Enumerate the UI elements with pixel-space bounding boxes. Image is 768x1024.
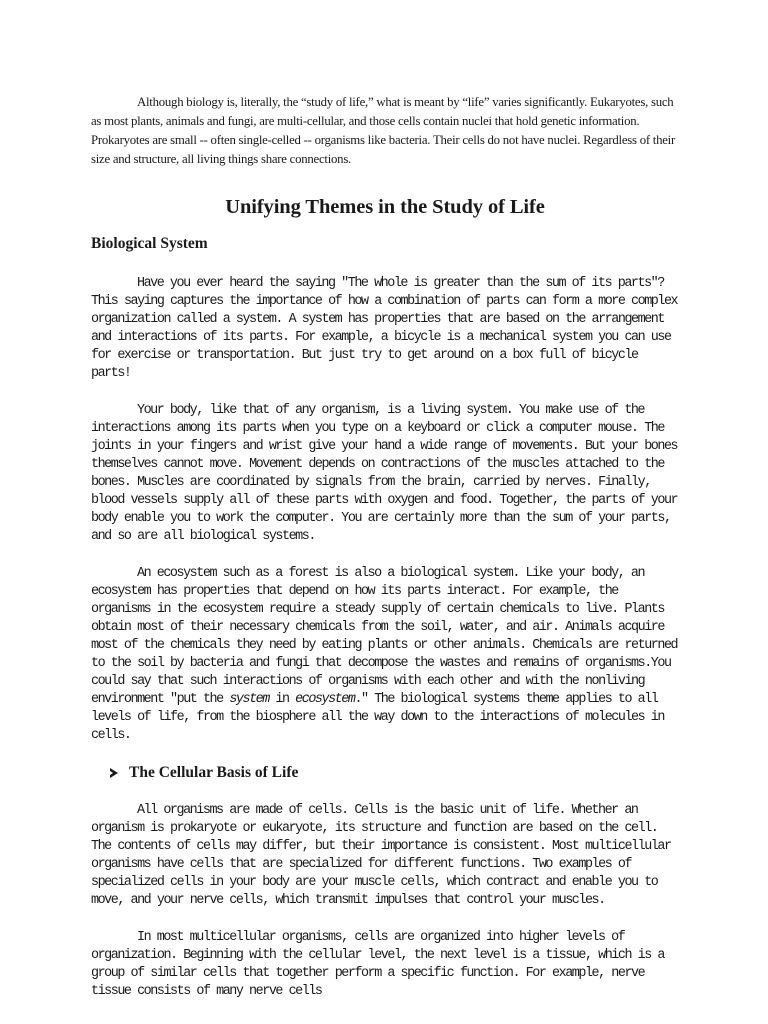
section-heading-label: The Cellular Basis of Life — [129, 764, 299, 781]
paragraph-biological-system-1: Have you ever heard the saying "The whole is greater than the sum of its parts"? This saying captures the importance of how a combination of parts can form a more complex organization called a system. A system has properties that are based on the arrangement and interactions of its parts. For example, a bicycle is a mechanical system you can use for exercise or transportation. But just try to get around on a box full of bicycle parts! — [91, 276, 678, 381]
section-heading-biological-system: Biological System — [91, 235, 208, 252]
paragraph-cellular-basis-2: In most multicellular organisms, cells are organized into higher levels of organization. Beginning with the cellular level, the next level is a tissue, which is a group of similar cells that together perform a specific function. For example, nerve tissue consists of many nerve cells — [91, 930, 664, 999]
section-heading-cellular-basis — [110, 764, 679, 782]
paragraph-biological-system-2: Your body, like that of any organism, is a living system. You make use of the interactions among its parts when you type on a keyboard or click a computer mouse. The joints in your fingers and wrist give your hand a wide range of movements. But your bones themselves cannot move. Movement depends on contractions of the muscles attached to the bones. Muscles are coordinated by signals from the brain, carried by nerves. Finally, blood vessels supply all of these parts with oxygen and food. Together, the parts of your body enable you to work the computer. You are certainly more than the sum of your parts, and so are all biological systems. — [91, 403, 678, 544]
paragraph-cellular-basis-1: All organisms are made of cells. Cells is the basic unit of life. Whether an organism is prokaryote or eukaryote, its structure and function are based on the cell. The contents of cells may differ, but their importance is consistent. Most multicellular organisms have cells that are specialized for different functions. Two examples of specialized cells in your body are your muscle cells, which contract and enable you to move, and your nerve cells, which transmit impulses that control your muscles. — [91, 803, 671, 908]
paragraph-biological-system-3: An ecosystem such as a forest is also a biological system. Like your body, an ecosystem has properties that depend on how its parts interact. For example, the organisms in the ecosystem require a steady supply of certain chemicals to live. Plants obtain most of their necessary chemicals from the soil, water, and air. Animals acquire most of the chemicals they need by eating plants or other animals. Chemicals are returned to the soil by bacteria and fungi that decompose the wastes and remains of organisms.You could say that such interactions of organisms with each other and with the nonliving environment "put the system in ecosystem." The biological systems theme applies to all levels of life, from the biosphere all the way down to the interactions of molecules in cells. — [91, 566, 678, 743]
arrow-bullet-icon — [110, 768, 118, 778]
page-title: Unifying Themes in the Study of Life — [225, 196, 545, 218]
document-page — [91, 93, 679, 1020]
intro-paragraph: Although biology is, literally, the “study of life,” what is meant by “life” varies significantly. Eukaryotes, such as most plants, animals and fungi, are multi-cellular, and those cells contain nuclei that hold genetic information. Prokaryotes are small -- often single-celled -- organisms like bacteria. Their cells do not have nuclei. Regardless of their size and structure, all living things share connections. — [91, 95, 676, 166]
